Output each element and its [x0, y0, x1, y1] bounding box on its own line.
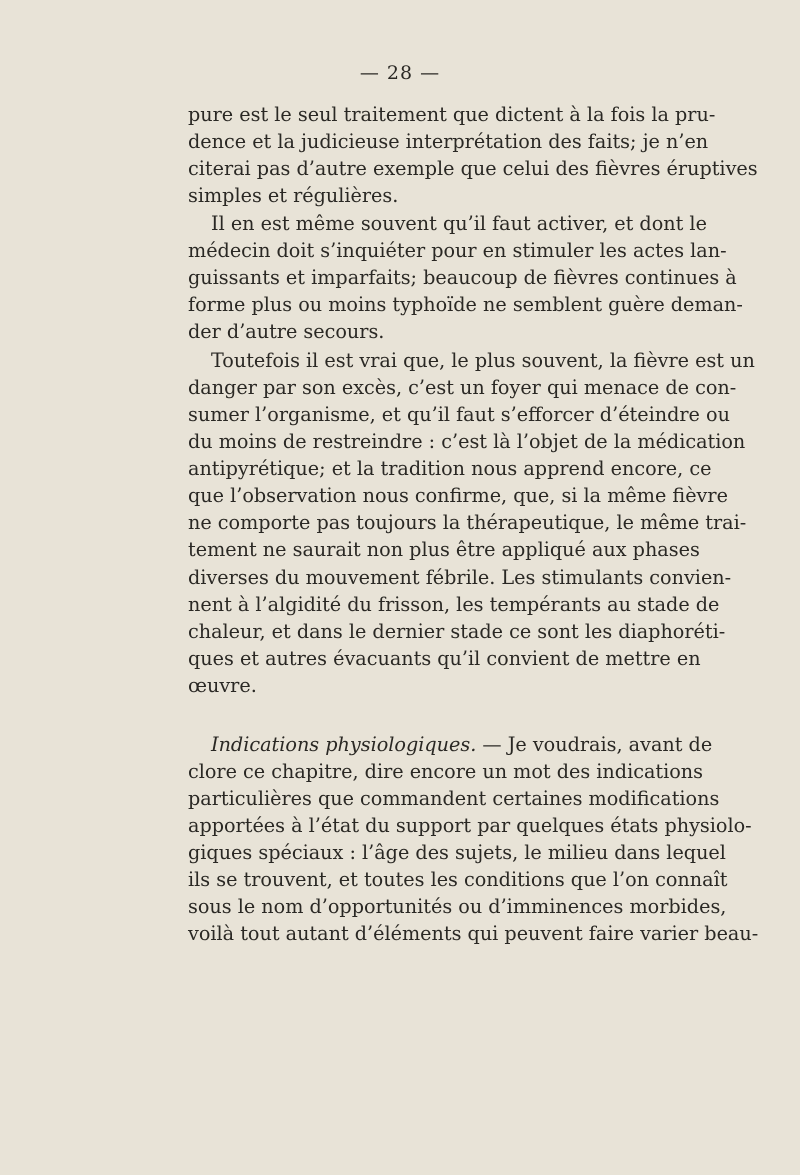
text-line: sous le nom d’opportunités ou d’imminences morbides,	[188, 895, 727, 918]
heading-continuation: — Je voudrais, avant de	[476, 733, 713, 756]
text-line: pure est le seul traitement que dictent à la fois la pru-	[188, 103, 716, 126]
text-line: simples et régulières.	[188, 184, 399, 207]
section-heading: Indications physiologiques.	[211, 733, 477, 756]
text-line: chaleur, et dans le dernier stade ce sont les diaphoréti-	[188, 620, 726, 643]
text-line: du moins de restreindre : c’est là l’objet de la médication	[188, 430, 746, 453]
text-line: ques et autres évacuants qu’il convient de mettre en	[188, 647, 701, 670]
text-line: œuvre.	[188, 674, 257, 697]
text-line: Il en est même souvent qu’il faut activer, et dont le	[211, 212, 707, 235]
text-line: der d’autre secours.	[188, 320, 385, 343]
text-line: guissants et imparfaits; beaucoup de fièvres continues à	[188, 266, 737, 289]
text-line: dence et la judicieuse interprétation des faits; je n’en	[188, 130, 709, 153]
text-line: nent à l’algidité du frisson, les tempérants au stade de	[188, 593, 720, 616]
text-line: particulières que commandent certaines modifications	[188, 787, 720, 810]
text-line: antipyrétique; et la tradition nous apprend encore, ce	[188, 457, 712, 480]
text-line: danger par son excès, c’est un foyer qui menace de con-	[188, 376, 737, 399]
text-line: giques spéciaux : l’âge des sujets, le milieu dans lequel	[188, 841, 726, 864]
page-number: — 28 —	[359, 62, 441, 84]
text-line: Toutefois il est vrai que, le plus souvent, la fièvre est un	[211, 349, 755, 372]
text-line: voilà tout autant d’éléments qui peuvent faire varier beau-	[188, 922, 759, 945]
text-line: tement ne saurait non plus être appliqué aux phases	[188, 538, 700, 561]
text-line: médecin doit s’inquiéter pour en stimuler les actes lan-	[188, 239, 727, 262]
text-line: que l’observation nous confirme, que, si la même fièvre	[188, 484, 728, 507]
text-line: ils se trouvent, et toutes les conditions que l’on connaît	[188, 868, 728, 891]
text-line: clore ce chapitre, dire encore un mot des indications	[188, 760, 703, 783]
text-line: apportées à l’état du support par quelques états physiolo-	[188, 814, 752, 837]
text-line: ne comporte pas toujours la thérapeutique, le même trai-	[188, 511, 747, 534]
text-line: diverses du mouvement fébrile. Les stimulants convien-	[188, 566, 732, 589]
text-line: citerai pas d’autre exemple que celui des fièvres éruptives	[188, 157, 758, 180]
text-line	[211, 731, 713, 758]
text-line: sumer l’organisme, et qu’il faut s’efforcer d’éteindre ou	[188, 403, 730, 426]
text-line: forme plus ou moins typhoïde ne semblent guère deman-	[188, 293, 743, 316]
